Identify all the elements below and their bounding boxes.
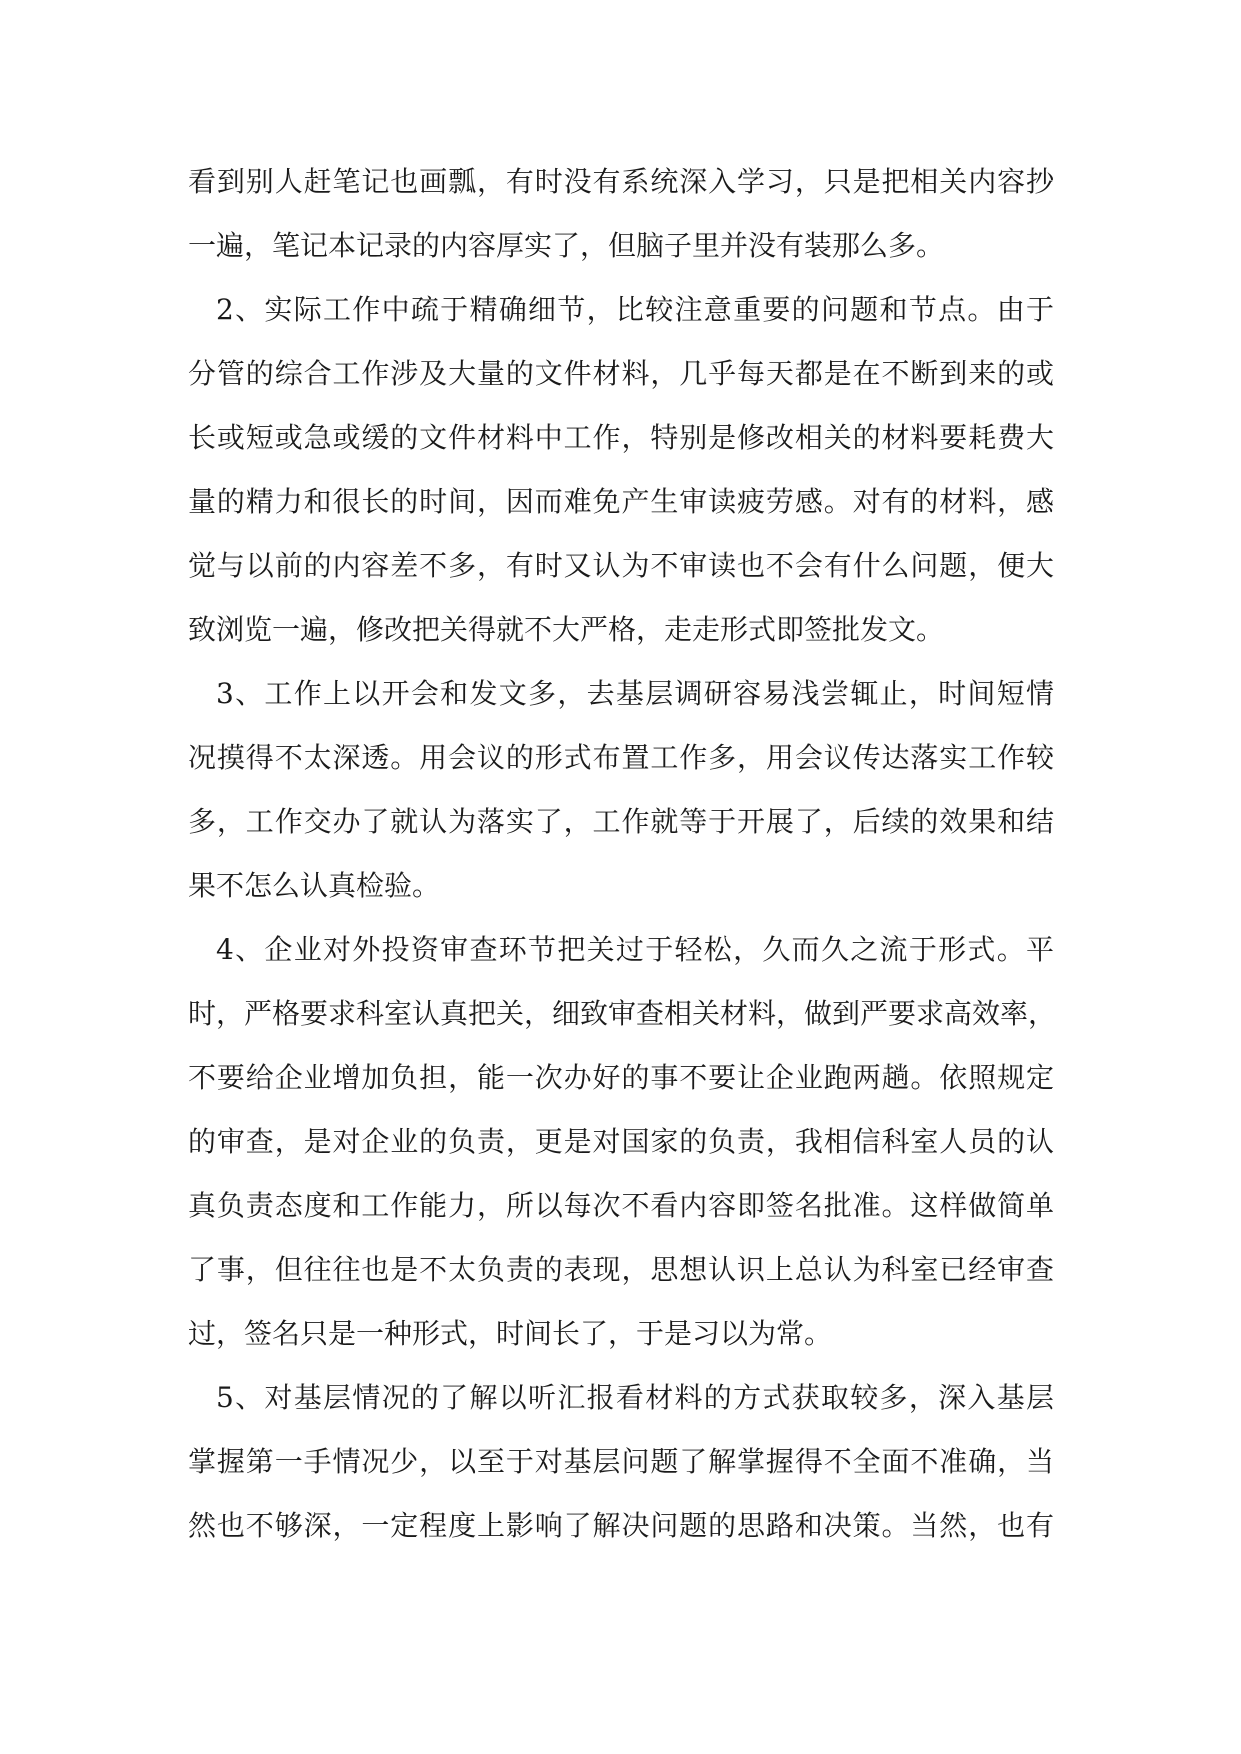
text-line-16: 的审查，是对企业的负责，更是对国家的负责，我相信科室人员的认: [188, 1125, 1054, 1158]
text-line-6: 量的精力和很长的时间，因而难免产生审读疲劳感。对有的材料，感: [188, 485, 1054, 518]
text-line-8: 致浏览一遍，修改把关得就不大严格，走走形式即签批发文。: [188, 613, 945, 646]
text-line-17: 真负责态度和工作能力，所以每次不看内容即签名批准。这样做简单: [188, 1189, 1054, 1222]
text-line-19: 过，签名只是一种形式，时间长了，于是习以为常。: [188, 1317, 833, 1350]
body-text: [188, 150, 1057, 1558]
text-line-2: 一遍，笔记本记录的内容厚实了，但脑子里并没有装那么多。: [188, 229, 945, 262]
text-line-15: 不要给企业增加负担，能一次办好的事不要让企业跑两趟。依照规定: [188, 1061, 1054, 1094]
text-line-1: 看到别人赶笔记也画瓢，有时没有系统深入学习，只是把相关内容抄: [188, 165, 1054, 198]
text-line-22: 然也不够深，一定程度上影响了解决问题的思路和决策。当然，也有: [188, 1509, 1054, 1542]
text-line-7: 觉与以前的内容差不多，有时又认为不审读也不会有什么问题，便大: [188, 549, 1054, 582]
text-line-5: 长或短或急或缓的文件材料中工作，特别是修改相关的材料要耗费大: [188, 421, 1054, 454]
text-line-14: 时，严格要求科室认真把关，细致审查相关材料，做到严要求高效率，: [188, 997, 1057, 1030]
paragraph-4-line-1: 4、企业对外投资审查环节把关过于轻松，久而久之流于形式。平: [216, 933, 1054, 966]
text-line-10: 况摸得不太深透。用会议的形式布置工作多，用会议传达落实工作较: [188, 741, 1054, 774]
text-line-4: 分管的综合工作涉及大量的文件材料，几乎每天都是在不断到来的或: [188, 357, 1054, 390]
paragraph-5-line-1: 5、对基层情况的了解以听汇报看材料的方式获取较多，深入基层: [216, 1381, 1054, 1414]
paragraph-2-line-1: 2、实际工作中疏于精确细节，比较注意重要的问题和节点。由于: [216, 293, 1054, 326]
paragraph-3-line-1: 3、工作上以开会和发文多，去基层调研容易浅尝辄止，时间短情: [216, 677, 1054, 710]
text-line-21: 掌握第一手情况少，以至于对基层问题了解掌握得不全面不准确，当: [188, 1445, 1054, 1478]
text-line-18: 了事，但往往也是不太负责的表现，思想认识上总认为科室已经审查: [188, 1253, 1054, 1286]
text-line-11: 多，工作交办了就认为落实了，工作就等于开展了，后续的效果和结: [188, 805, 1054, 838]
text-line-12: 果不怎么认真检验。: [188, 869, 441, 902]
